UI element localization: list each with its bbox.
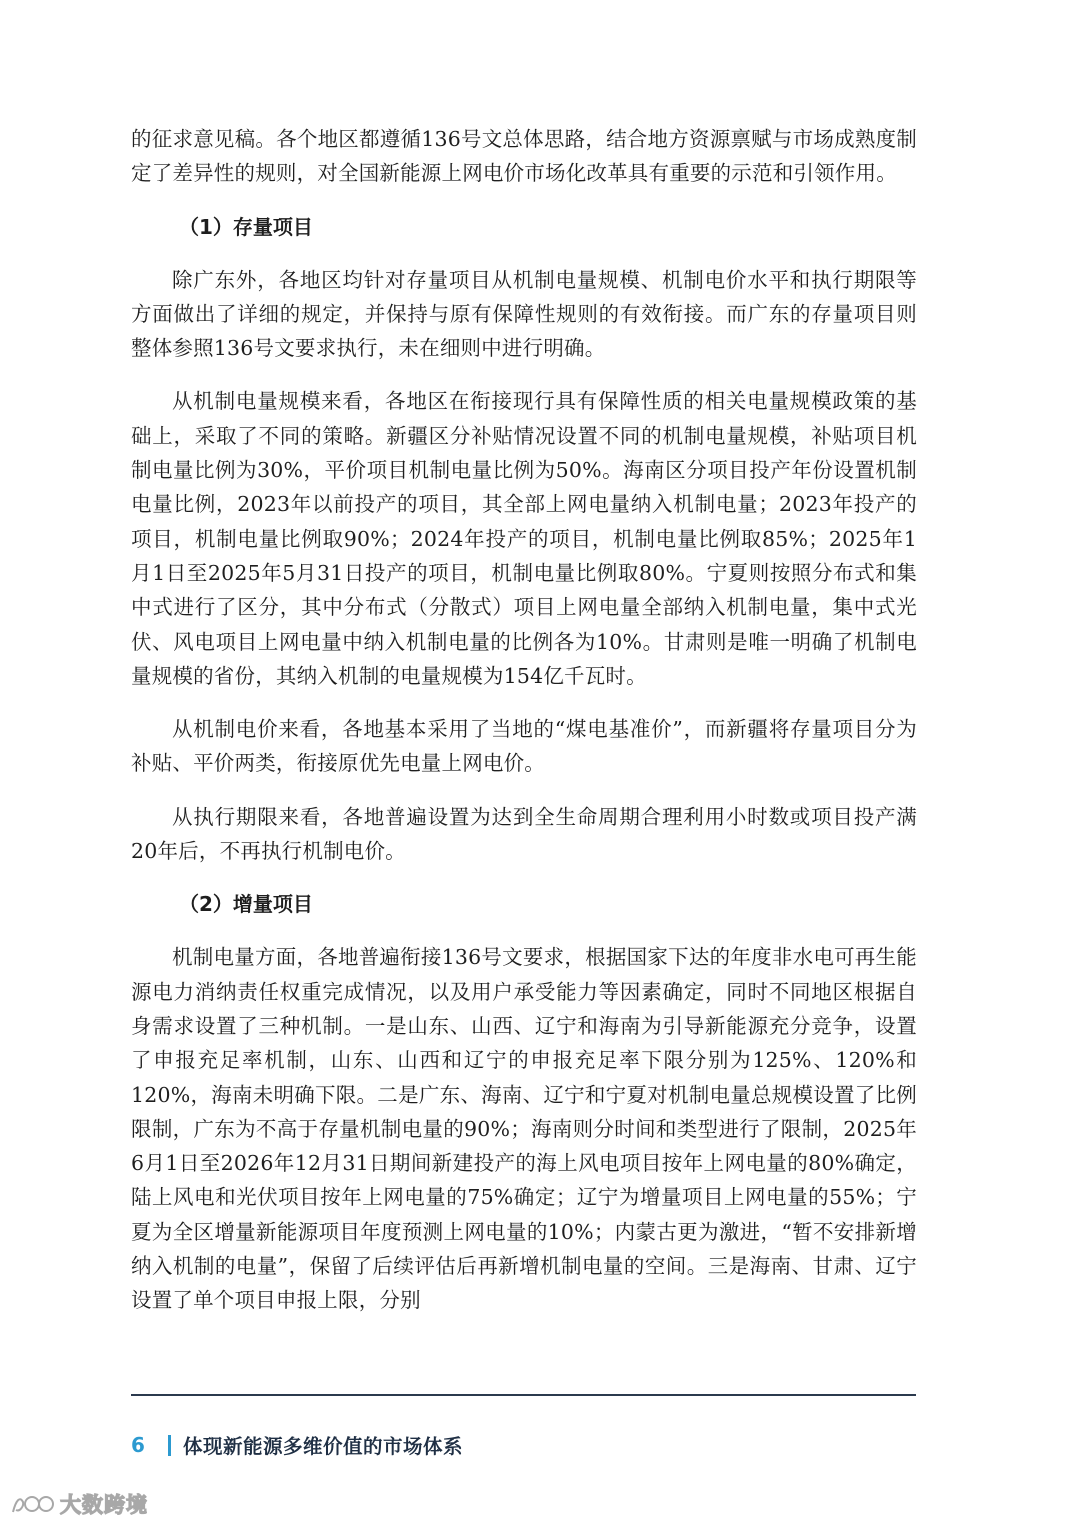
watermark (10, 1490, 148, 1518)
page-footer (131, 1428, 463, 1462)
watermark-logo-icon (10, 1492, 56, 1516)
paragraph-mechanism-volume: 从机制电量规模来看，各地区在衔接现行具有保障性质的相关电量规模政策的基础上，采取了不同的策略。新疆区分补贴情况设置不同的机制电量规模，补贴项目机制电量比例为30%，平价项目机制电量比例为50%。海南区分项目投产年份设置机制电量比例，2023年以前投产的项目，其全部上网电量纳入机制电量；2023年投产的项目，机制电量比例取90%；2024年投产的项目，机制电量比例取85%；2025年1月1日至2025年5月31日投产的项目，机制电量比例取80%。宁夏则按照分布式和集中式进行了区分，其中分布式（分散式）项目上网电量全部纳入机制电量，集中式光伏、风电项目上网电量中纳入机制电量的比例各为10%。甘肃则是唯一明确了机制电量规模的省份，其纳入机制的电量规模为154亿千瓦时。 (131, 389, 917, 688)
paragraph-existing-overview: 除广东外，各地区均针对存量项目从机制电量规模、机制电价水平和执行期限等方面做出了详细的规定，并保持与原有保障性规则的有效衔接。而广东的存量项目则整体参照136号文要求执行，未在细则中进行明确。 (131, 267, 917, 361)
paragraph-intro-continuation: 的征求意见稿。各个地区都遵循136号文总体思路，结合地方资源禀赋与市场成熟度制定了差异性的规则，对全国新能源上网电价市场化改革具有重要的示范和引领作用。 (131, 127, 917, 186)
paragraph-execution-period: 从执行期限来看，各地普遍设置为达到全生命周期合理利用小时数或项目投产满20年后，不再执行机制电价。 (131, 804, 917, 864)
section-heading-incremental-projects: （2）增量项目 (179, 892, 313, 917)
document-body (131, 122, 917, 1318)
paragraph-mechanism-price: 从机制电价来看，各地基本采用了当地的“煤电基准价”，而新疆将存量项目分为补贴、平价两类，衔接原优先电量上网电价。 (131, 717, 917, 776)
page-number: 6 (131, 1433, 145, 1457)
footer-divider (131, 1394, 916, 1396)
footer-separator (168, 1435, 171, 1456)
watermark-text: 大数跨境 (60, 1493, 148, 1517)
paragraph-incremental-volume: 机制电量方面，各地普遍衔接136号文要求，根据国家下达的年度非水电可再生能源电力消纳责任权重完成情况，以及用户承受能力等因素确定，同时不同地区根据自身需求设置了三种机制。一是山东、山西、辽宁和海南为引导新能源充分竞争，设置了申报充足率机制，山东、山西和辽宁的申报充足率下限分别为125%、120%和120%，海南未明确下限。二是广东、海南、辽宁和宁夏对机制电量总规模设置了比例限制，广东为不高于存量机制电量的90%；海南则分时间和类型进行了限制，2025年6月1日至2026年12月31日期间新建投产的海上风电项目按年上网电量的80%确定，陆上风电和光伏项目按年上网电量的75%确定；辽宁为增量项目上网电量的55%；宁夏为全区增量新能源项目年度预测上网电量的10%；内蒙古更为激进，“暂不安排新增纳入机制的电量”，保留了后续评估后再新增机制电量的空间。三是海南、甘肃、辽宁设置了单个项目申报上限，分别 (131, 945, 917, 1313)
section-heading-existing-projects: （1）存量项目 (179, 214, 313, 239)
footer-title: 体现新能源多维价值的市场体系 (183, 1435, 464, 1458)
